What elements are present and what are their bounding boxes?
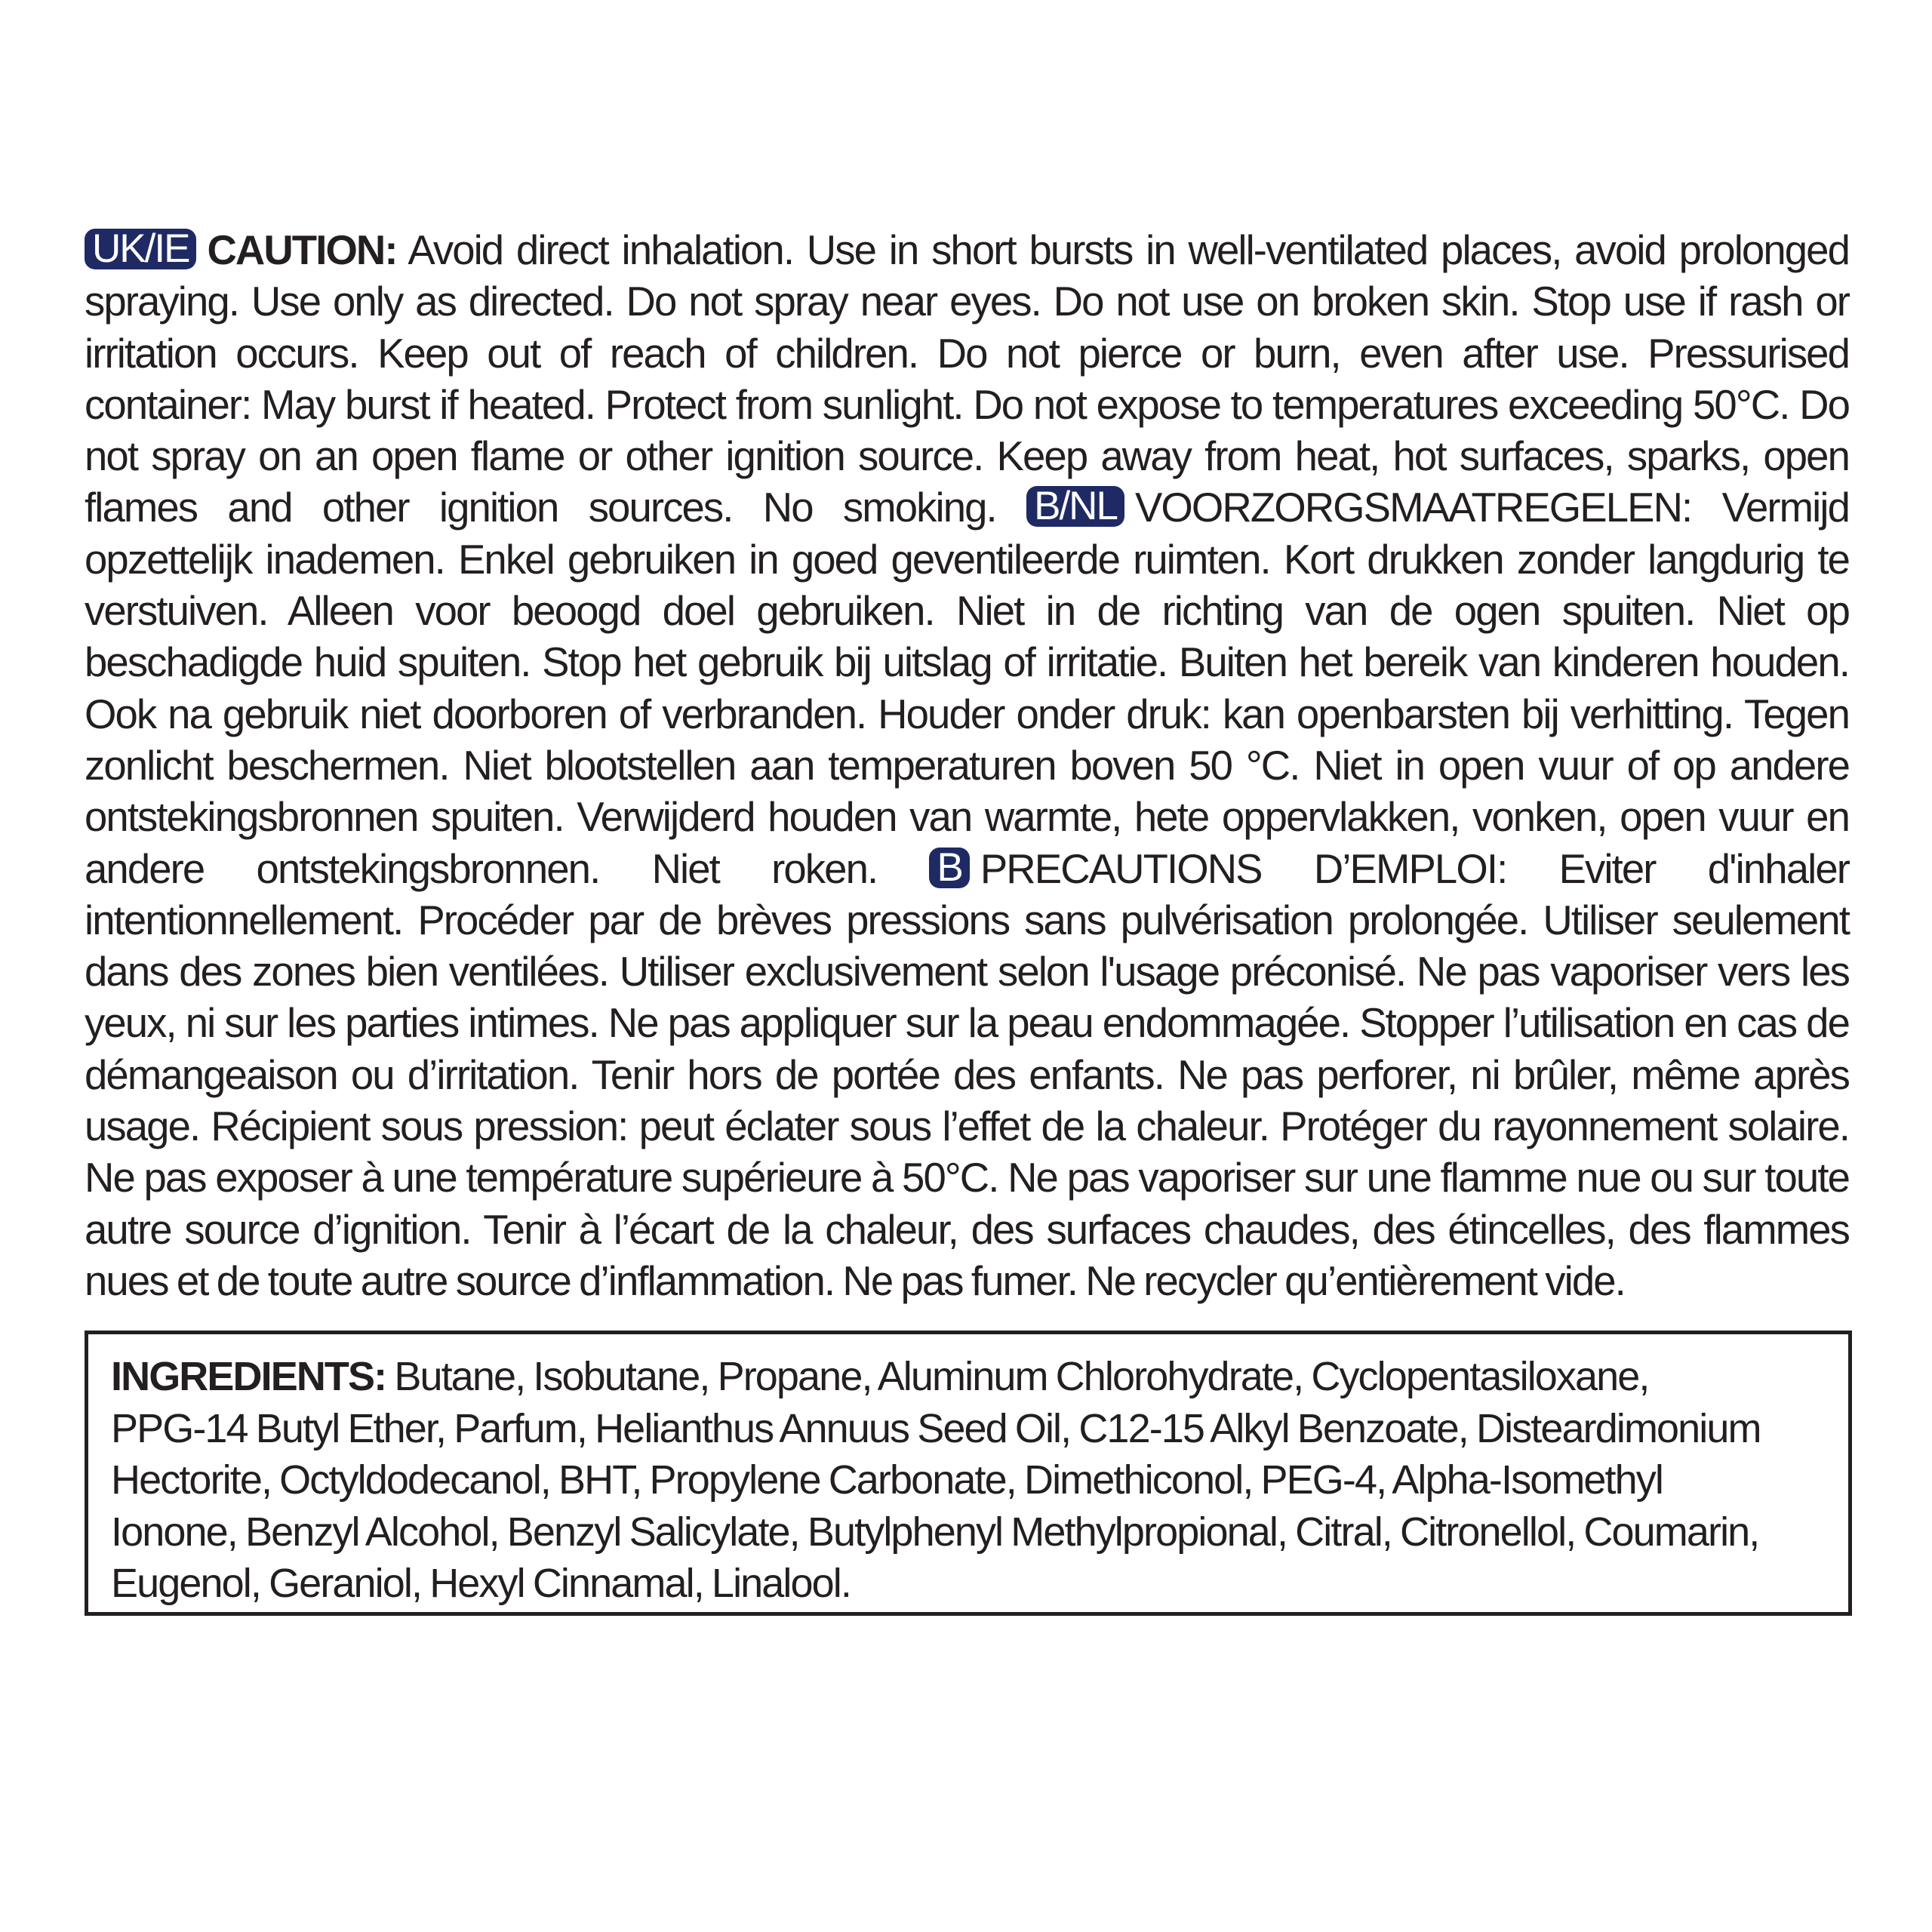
ingredients-line-3: Hectorite, Octyldodecanol, BHT, Propylene Carbonate, Dimethiconol, PEG-4, Alpha-Isomethyl — [111, 1457, 1663, 1503]
ingredients-line-4: Ionone, Benzyl Alcohol, Benzyl Salicylate, Butylphenyl Methylpropional, Citral, Citronellol, Coumarin, — [111, 1509, 1759, 1555]
precautions-text: Eviter d'inhaler intentionnellement. Procéder par de brèves pressions sans pulvérisation prolongée. Utiliser seulement dans des zones bien ventilées. Utiliser exclusivement selon l'usage préconisé. Ne pas vaporiser vers les yeux, ni sur les parties intimes. Ne pas appliquer sur la peau endommagée. Stopper l’utilisation en cas de démangeaison ou d’irritation. Tenir hors de portée des enfants. Ne pas perforer, ni brûler, même après usage. Récipient sous pression: peut éclater sous l’effet de la chaleur. Protéger du rayonnement solaire. Ne pas exposer à une température supérieure à 50°C. Ne pas vaporiser sur une flamme nue ou sur toute autre source d’ignition. Tenir à l’écart de la chaleur, des surfaces chaudes, des étincelles, des flammes nues et de toute autre source d’inflammation. Ne pas fumer. Ne recycler qu’entièrement vide. — [85, 845, 1849, 1304]
voorzorg-text: Vermijd opzettelijk inademen. Enkel gebruiken in goed geventileerde ruimten. Kort drukken zonder langdurig te verstuiven. Alleen voor beoogd doel gebruiken. Niet in de richting van de ogen spuiten. Niet op beschadigde huid spuiten. Stop het gebruik bij uitslag of irritatie. Buiten het bereik van kinderen houden. Ook na gebruik niet doorboren of verbranden. Houder onder druk: kan openbarsten bij verhitting. Tegen zonlicht beschermen. Niet blootstellen aan temperaturen boven 50 °C. Niet in open vuur of op andere ontstekingsbronnen spuiten. Verwijderd houden van warmte, hete oppervlakken, vonken, open vuur en andere ontstekingsbronnen. Niet roken. — [85, 485, 1850, 892]
ingredients-line-1 — [111, 1351, 1826, 1403]
badge-uk-ie: UK/IE — [85, 229, 196, 269]
ingredients-box — [85, 1331, 1852, 1616]
caution-text: Avoid direct inhalation. Use in short bursts in well-ventilated places, avoid prolonged spraying. Use only as directed. Do not spray near eyes. Do not use on broken skin. Stop use if rash or irritation occurs. Keep out of reach of children. Do not pierce or burn, even after use. Pressurised container: May burst if heated. Protect from sunlight. Do not expose to temperatures exceeding 50°C. Do not spray on an open flame or other ignition source. Keep away from heat, hot surfaces, sparks, open flames and other ignition sources. No smoking. — [85, 227, 1849, 531]
ingredients-heading: INGREDIENTS: — [111, 1354, 386, 1399]
ingredients-line-2: PPG-14 Butyl Ether, Parfum, Helianthus Annuus Seed Oil, C12-15 Alkyl Benzoate, Disteardimonium — [111, 1405, 1761, 1451]
warnings-paragraph — [85, 225, 1849, 1307]
caution-heading: CAUTION: — [207, 227, 397, 273]
ingredients-line-5: Eugenol, Geraniol, Hexyl Cinnamal, Linalool. — [111, 1561, 851, 1606]
badge-b-nl: B/NL — [1026, 486, 1124, 527]
badge-b: B — [929, 848, 969, 888]
ingredients-text-1: Butane, Isobutane, Propane, Aluminum Chlorohydrate, Cyclopentasiloxane, — [394, 1354, 1649, 1399]
voorzorg-heading: VOORZORGSMAATREGELEN: — [1134, 485, 1692, 531]
precautions-heading: PRECAUTIONS D’EMPLOI: — [980, 845, 1507, 892]
